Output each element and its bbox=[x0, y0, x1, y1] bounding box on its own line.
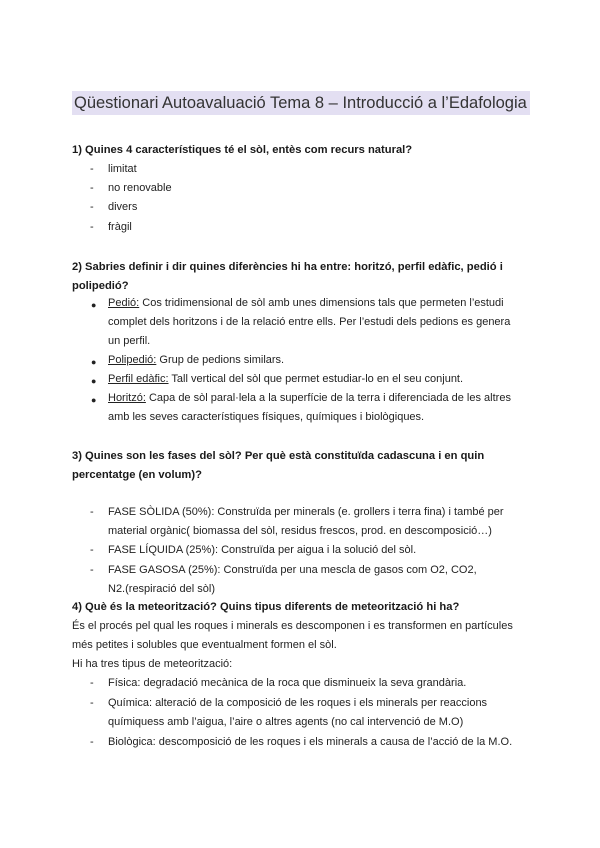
type-chemical-line-1: Química: alteració de la composició de les roques i els minerals per reaccions bbox=[108, 697, 488, 709]
definition-polipedio bbox=[108, 351, 528, 370]
list-marker: - bbox=[90, 564, 94, 576]
question-3-line-1: 3) Quines son les fases del sòl? Per què està constituïda cadascuna i en quin bbox=[72, 450, 485, 462]
list-marker: - bbox=[90, 506, 94, 518]
phase-solid-line-1: FASE SÒLIDA (50%): Construïda per minerals (e. grollers i terra fina) i també per bbox=[108, 506, 504, 518]
definition-perfil-edafic bbox=[108, 370, 528, 389]
question-1: 1) Quines 4 característiques té el sòl, entès com recurs natural? bbox=[72, 144, 413, 156]
list-item: fràgil bbox=[108, 221, 132, 233]
definition-term: Horitzó: bbox=[108, 392, 146, 404]
definition-text: Tall vertical del sòl que permet estudiar-lo en el seu conjunt. bbox=[168, 373, 464, 385]
types-intro: Hi ha tres tipus de meteorització: bbox=[72, 658, 233, 670]
definition-text: un perfil. bbox=[108, 335, 151, 347]
definition-text: amb les seves característiques físiques, químiques i biològiques. bbox=[108, 411, 425, 423]
question-4: 4) Què és la meteorització? Quins tipus diferents de meteorització hi ha? bbox=[72, 601, 460, 613]
definition-text: Cos tridimensional de sòl amb unes dimensions tals que permeten l’estudi bbox=[139, 297, 504, 309]
definition-term: Polipedió: bbox=[108, 354, 157, 366]
definition-horitzo bbox=[108, 389, 528, 408]
list-marker: - bbox=[90, 182, 94, 194]
question-3-line-2: percentatge (en volum)? bbox=[72, 469, 202, 481]
list-marker: - bbox=[90, 544, 94, 556]
bullet-marker: ● bbox=[91, 357, 97, 367]
bullet-marker: ● bbox=[91, 300, 97, 310]
list-item: limitat bbox=[108, 163, 137, 175]
definition-term: Pedió: bbox=[108, 297, 140, 309]
list-item: no renovable bbox=[108, 182, 172, 194]
definition-text: Capa de sòl paral·lela a la superfície de la terra i diferenciada de les altres bbox=[145, 392, 511, 404]
phase-liquid: FASE LÍQUIDA (25%): Construïda per aigua i la solució del sòl. bbox=[108, 544, 417, 556]
answer-4-line-2: més petites i solubles que eventualment formen el sòl. bbox=[72, 639, 337, 651]
list-marker: - bbox=[90, 736, 94, 748]
type-chemical-line-2: químiquess amb l’aigua, l’aire o altres agents (no cal intervenció de M.O) bbox=[108, 716, 464, 728]
type-biological: Biològica: descomposició de les roques i els minerals a causa de l’acció de la M.O. bbox=[108, 736, 513, 748]
definition-text: Grup de pedions similars. bbox=[156, 354, 285, 366]
list-marker: - bbox=[90, 221, 94, 233]
document-title: Qüestionari Autoavaluació Tema 8 – Introducció a l’Edafologia bbox=[72, 91, 530, 115]
list-marker: - bbox=[90, 201, 94, 213]
definition-pedio bbox=[108, 294, 528, 313]
definition-text: complet dels horitzons i de la relació entre ells. Per l’estudi dels pedions es genera bbox=[108, 316, 511, 328]
bullet-marker: ● bbox=[91, 376, 97, 386]
list-item: divers bbox=[108, 201, 138, 213]
phase-solid-line-2: material orgànic( biomassa del sòl, residus frescos, prod. en descomposició…) bbox=[108, 525, 492, 537]
question-2-line-2: polipedió? bbox=[72, 280, 129, 292]
list-marker: - bbox=[90, 163, 94, 175]
question-2-line-1: 2) Sabries definir i dir quines diferències hi ha entre: horitzó, perfil edàfic, pedió i bbox=[72, 261, 503, 273]
list-marker: - bbox=[90, 697, 94, 709]
phase-gas-line-1: FASE GASOSA (25%): Construïda per una mescla de gasos com O2, CO2, bbox=[108, 564, 477, 576]
phase-gas-line-2: N2.(respiració del sòl) bbox=[108, 583, 215, 595]
bullet-marker: ● bbox=[91, 395, 97, 405]
type-physical: Física: degradació mecànica de la roca que disminueix la seva grandària. bbox=[108, 677, 467, 689]
definition-term: Perfil edàfic: bbox=[108, 373, 169, 385]
answer-4-line-1: És el procés pel qual les roques i minerals es descomponen i es transformen en partícules bbox=[72, 620, 513, 632]
list-marker: - bbox=[90, 677, 94, 689]
